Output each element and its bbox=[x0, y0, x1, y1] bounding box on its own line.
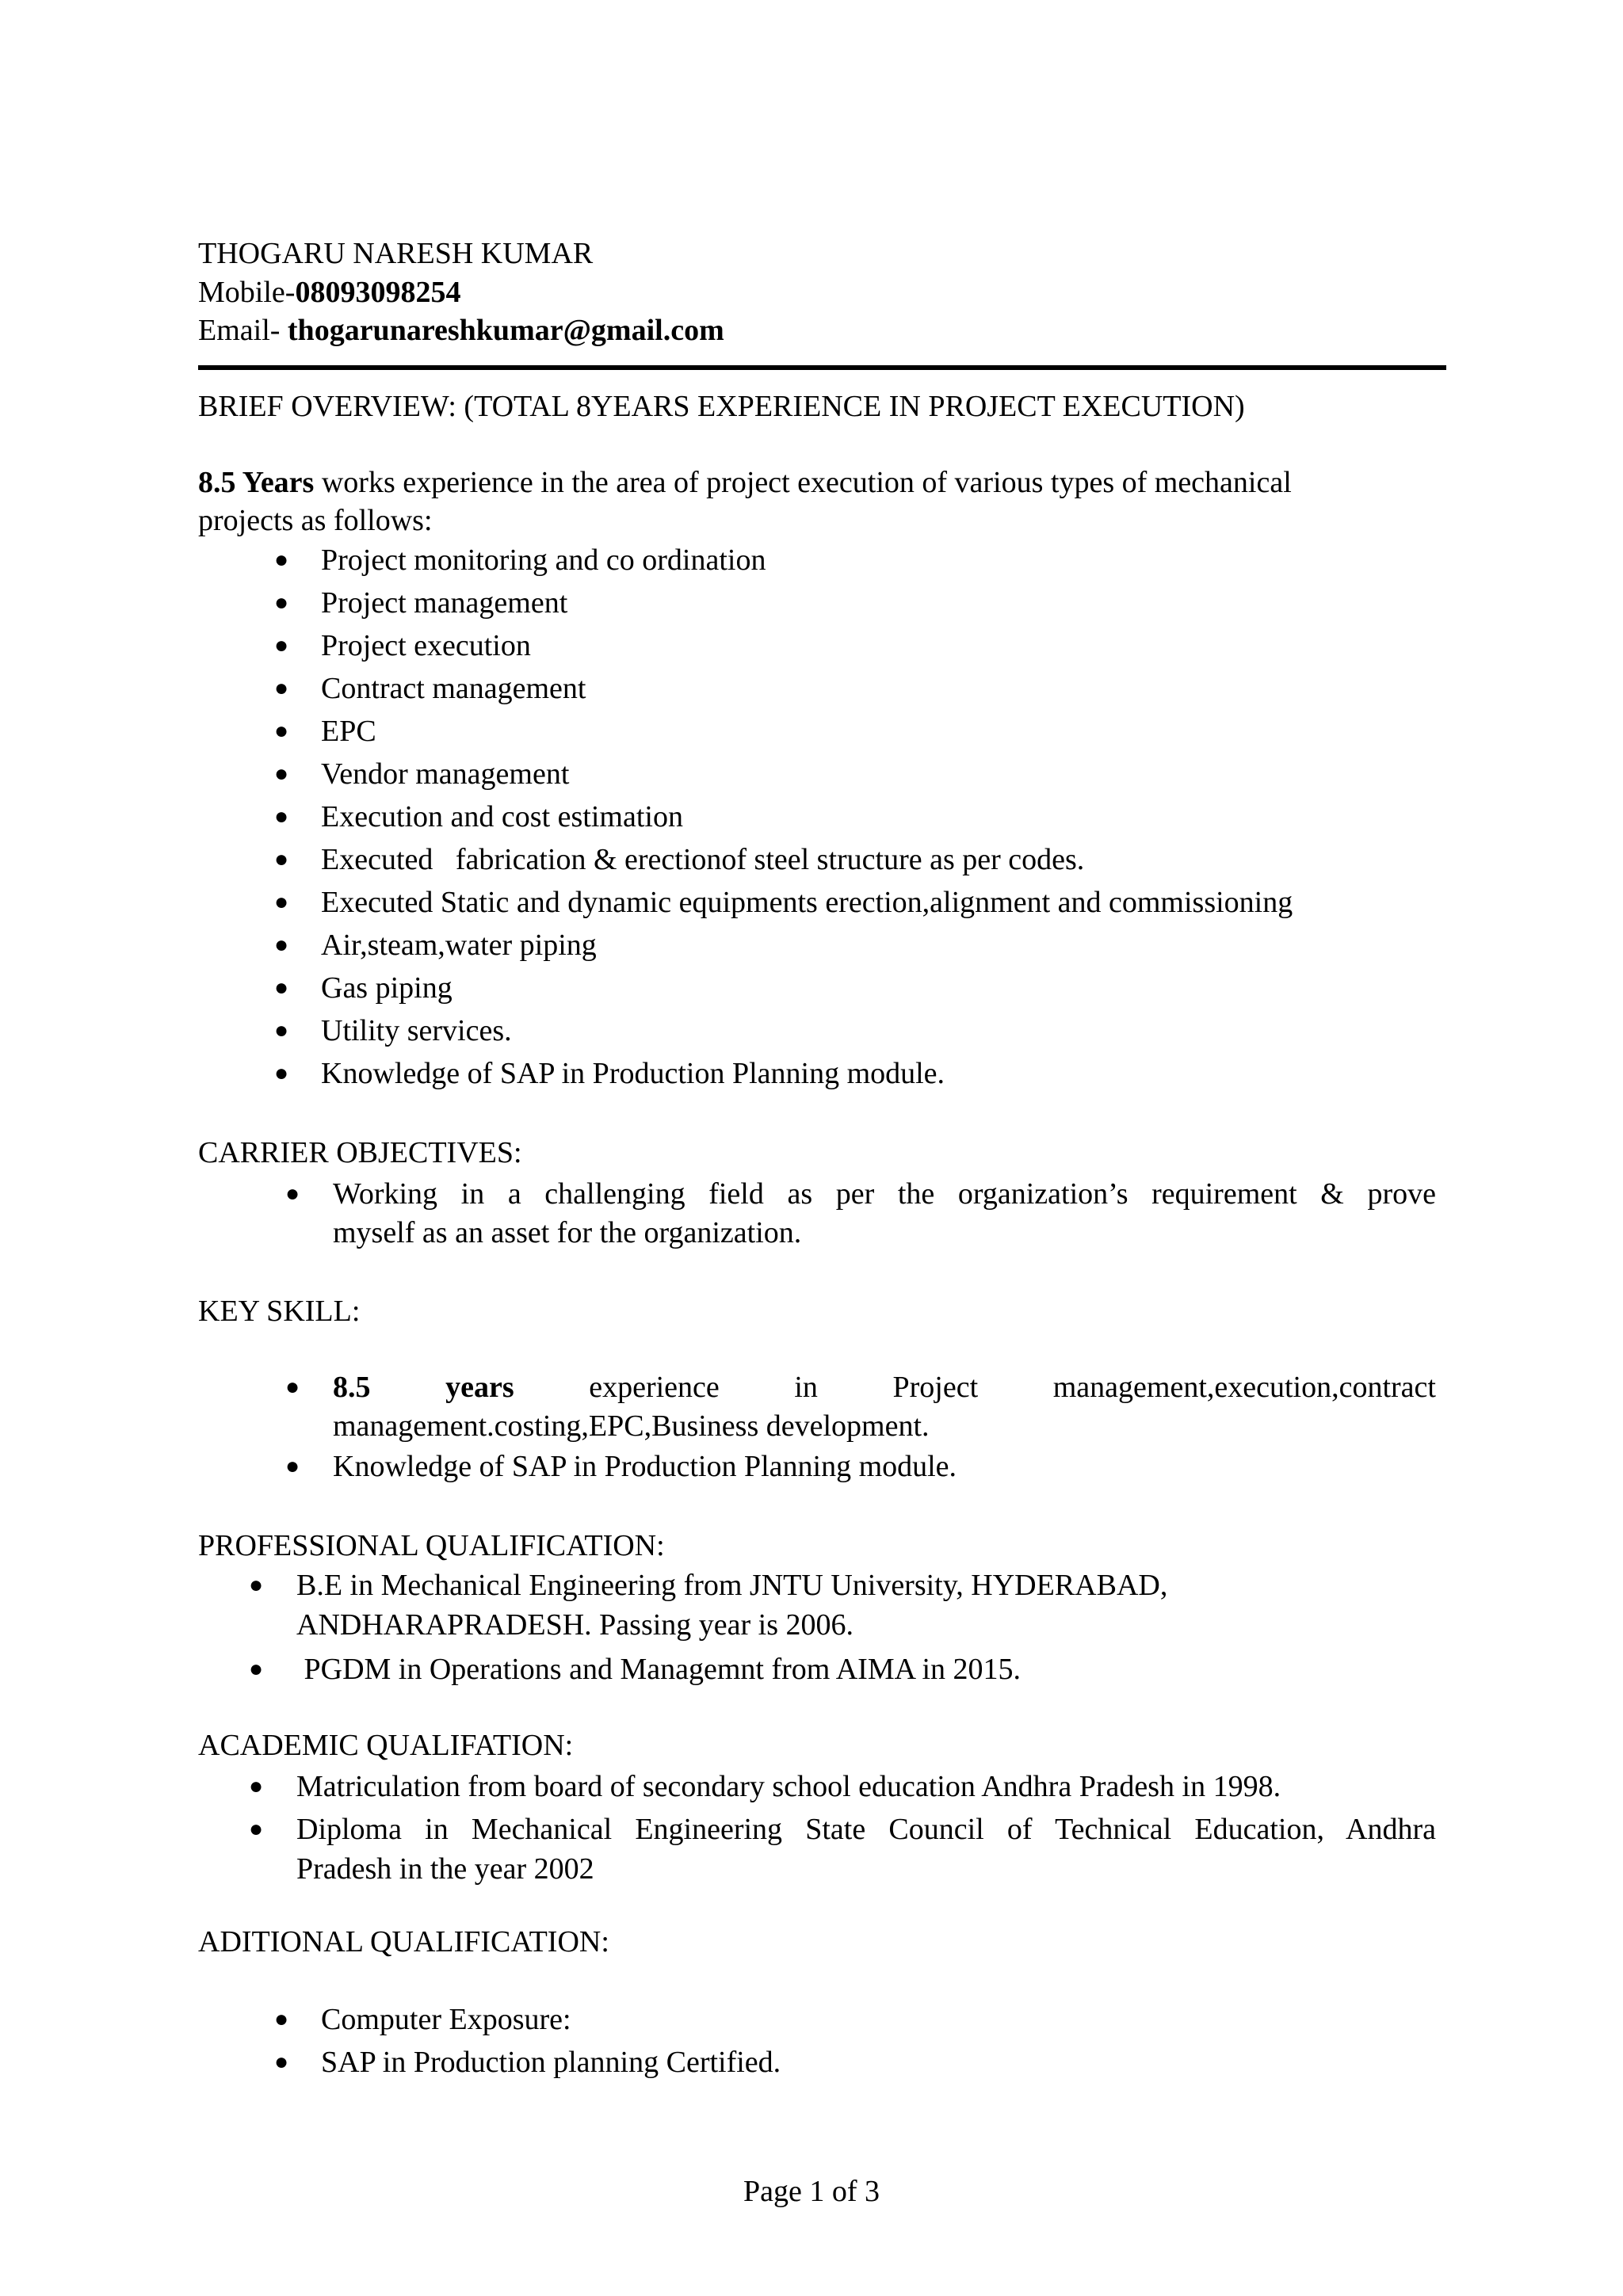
key-skill-item1-line1 bbox=[333, 1369, 1436, 1405]
bullet-icon: ● bbox=[274, 632, 289, 658]
academic-item1: Matriculation from board of secondary school education Andhra Pradesh in 1998. bbox=[296, 1770, 1281, 1803]
bullet-icon: ● bbox=[285, 1180, 300, 1207]
list-item: EPC bbox=[321, 715, 376, 748]
list-item: Air,steam,water piping bbox=[321, 929, 597, 962]
list-item: Contract management bbox=[321, 672, 586, 705]
intro-bold: 8.5 Years bbox=[198, 466, 315, 499]
bullet-icon: ● bbox=[274, 675, 289, 701]
bullet-icon: ● bbox=[274, 589, 289, 616]
professional-item1-line2: ANDHARAPRADESH. Passing year is 2006. bbox=[296, 1608, 854, 1642]
professional-qualification-heading: PROFESSIONAL QUALIFICATION: bbox=[198, 1529, 665, 1562]
bullet-icon: ● bbox=[249, 1656, 264, 1682]
mobile-value: 08093098254 bbox=[295, 276, 461, 309]
list-item: Project execution bbox=[321, 629, 531, 662]
bullet-icon: ● bbox=[285, 1453, 300, 1479]
page-number: Page 1 of 3 bbox=[743, 2175, 880, 2208]
list-item: Project management bbox=[321, 586, 568, 620]
header-divider bbox=[198, 365, 1446, 370]
academic-qualification-heading: ACADEMIC QUALIFATION: bbox=[198, 1729, 574, 1762]
brief-overview-heading: BRIEF OVERVIEW: (TOTAL 8YEARS EXPERIENCE IN PROJECT EXECUTION) bbox=[198, 390, 1245, 423]
skill-word: management,execution,contract bbox=[1052, 1371, 1436, 1404]
email-line bbox=[198, 312, 724, 349]
list-item: Execution and cost estimation bbox=[321, 800, 683, 833]
bullet-icon: ● bbox=[249, 1773, 264, 1799]
bullet-icon: ● bbox=[274, 932, 289, 958]
bullet-icon: ● bbox=[274, 718, 289, 744]
career-objectives-heading: CARRIER OBJECTIVES: bbox=[198, 1136, 522, 1169]
academic-item2-line2: Pradesh in the year 2002 bbox=[296, 1852, 594, 1886]
professional-item1-line1: B.E in Mechanical Engineering from JNTU University, HYDERABAD, bbox=[296, 1569, 1168, 1602]
bullet-icon: ● bbox=[274, 1060, 289, 1086]
list-item: Gas piping bbox=[321, 971, 453, 1005]
key-skill-heading: KEY SKILL: bbox=[198, 1295, 361, 1328]
skill-word: 8.5 bbox=[333, 1371, 371, 1404]
bullet-icon: ● bbox=[274, 846, 289, 872]
brief-overview-intro-line2: projects as follows: bbox=[198, 504, 433, 537]
key-skill-item2: Knowledge of SAP in Production Planning module. bbox=[333, 1450, 957, 1483]
bullet-icon: ● bbox=[274, 547, 289, 573]
email-label: Email- bbox=[198, 314, 288, 347]
academic-item2-line1: Diploma in Mechanical Engineering State Council of Technical Education, Andhra bbox=[296, 1813, 1436, 1846]
bullet-icon: ● bbox=[274, 974, 289, 1001]
mobile-line bbox=[198, 274, 460, 311]
professional-item2: PGDM in Operations and Managemnt from AIMA in 2015. bbox=[296, 1653, 1022, 1686]
skill-word: Project bbox=[892, 1371, 979, 1404]
bullet-icon: ● bbox=[274, 2006, 289, 2032]
candidate-name: THOGARU NARESH KUMAR bbox=[198, 237, 594, 270]
mobile-label: Mobile- bbox=[198, 276, 296, 309]
bullet-icon: ● bbox=[249, 1816, 264, 1842]
additional-item: Computer Exposure: bbox=[321, 2003, 571, 2036]
skill-word: experience bbox=[589, 1371, 720, 1404]
list-item: Utility services. bbox=[321, 1014, 512, 1047]
bullet-icon: ● bbox=[274, 2049, 289, 2075]
key-skill-item1-line2: management.costing,EPC,Business development. bbox=[333, 1409, 930, 1443]
skill-word: in bbox=[794, 1371, 818, 1404]
skill-word: years bbox=[445, 1371, 514, 1404]
bullet-icon: ● bbox=[274, 761, 289, 787]
list-item: Vendor management bbox=[321, 757, 570, 791]
bullet-icon: ● bbox=[274, 1017, 289, 1043]
bullet-icon: ● bbox=[274, 889, 289, 915]
list-item: Executed fabrication & erectionof steel structure as per codes. bbox=[321, 843, 1085, 876]
bullet-icon: ● bbox=[285, 1374, 300, 1400]
career-objective-line1: Working in a challenging field as per the organization’s requirement & prove bbox=[333, 1177, 1436, 1211]
list-item: Executed Static and dynamic equipments erection,alignment and commissioning bbox=[321, 886, 1293, 919]
additional-item: SAP in Production planning Certified. bbox=[321, 2046, 781, 2079]
additional-qualification-heading: ADITIONAL QUALIFICATION: bbox=[198, 1925, 609, 1958]
list-item: Knowledge of SAP in Production Planning module. bbox=[321, 1057, 945, 1090]
bullet-icon: ● bbox=[274, 803, 289, 830]
intro-rest: works experience in the area of project execution of various types of mechanical bbox=[314, 466, 1292, 499]
email-value: thogarunareshkumar@gmail.com bbox=[287, 314, 724, 347]
list-item: Project monitoring and co ordination bbox=[321, 543, 766, 577]
brief-overview-intro-line1 bbox=[198, 464, 1292, 501]
bullet-icon: ● bbox=[249, 1572, 264, 1598]
career-objective-line2: myself as an asset for the organization. bbox=[333, 1216, 802, 1249]
